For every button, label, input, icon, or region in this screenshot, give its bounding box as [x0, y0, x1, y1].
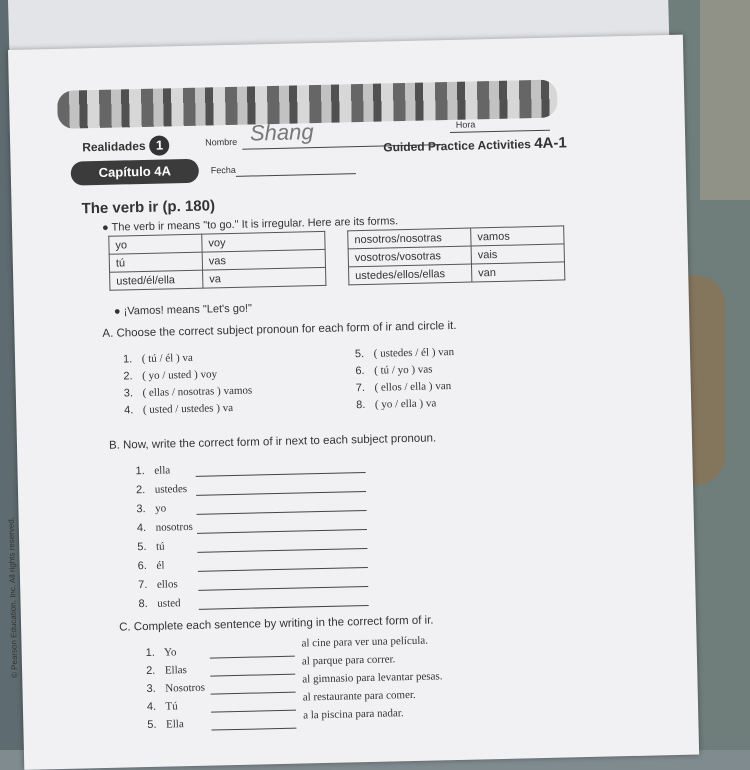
answer-line[interactable] — [210, 674, 295, 677]
item-text: yo — [152, 502, 167, 515]
copyright: © Pearson Education, Inc. All rights reserved. — [6, 516, 20, 679]
item-number: 4. — [146, 700, 157, 714]
item-number: 8. — [356, 398, 366, 412]
part-c-item — [147, 718, 184, 731]
hora-label: Hora — [455, 119, 476, 130]
item-number: 2. — [145, 664, 156, 678]
section-title: The verb ir (p. 180) — [81, 197, 216, 218]
verb-table-cell: nosotros/nosotras — [348, 228, 471, 249]
part-a-item — [356, 380, 452, 394]
part-c-item — [146, 664, 187, 677]
table-spacer — [326, 267, 349, 286]
item-number: 5. — [354, 347, 365, 361]
item-number: 3. — [146, 682, 156, 696]
item-number: 8. — [138, 597, 148, 611]
part-a-item — [124, 385, 253, 400]
part-c-item — [146, 646, 177, 659]
part-b-item — [137, 521, 193, 534]
activity-title: Guided Practice Activities 4A-1 — [383, 134, 567, 155]
item-number: 6. — [355, 364, 365, 378]
answer-line[interactable] — [197, 548, 367, 553]
part-a-item — [355, 346, 454, 360]
sentence-rest: al gimnasio para levantar pesas. — [302, 670, 443, 686]
item-text: ( yo / ella ) va — [372, 397, 437, 411]
realidades-number: 1 — [149, 135, 169, 155]
item-text: ( usted / ustedes ) va — [140, 401, 234, 417]
item-text: ella — [151, 464, 171, 477]
part-a-item — [123, 352, 193, 366]
item-text: ( yo / usted ) voy — [139, 368, 218, 383]
item-text: usted — [154, 597, 181, 610]
item-text: él — [153, 559, 165, 572]
part-b-item — [137, 541, 165, 554]
item-text: ( ellas / nosotras ) vamos — [139, 384, 253, 400]
fecha-label: Fecha — [210, 164, 236, 176]
verb-table-cell: vais — [471, 244, 564, 264]
answer-line[interactable] — [198, 567, 368, 572]
answer-line[interactable] — [196, 491, 366, 496]
part-b-item — [136, 483, 187, 496]
part-a-item — [355, 363, 432, 377]
verb-table-cell: vas — [202, 249, 325, 270]
answer-line[interactable] — [197, 510, 367, 515]
answer-line[interactable] — [211, 710, 296, 713]
part-a-item — [356, 397, 436, 411]
verb-table-cell: ustedes/ellos/ellas — [349, 264, 472, 285]
sentence-rest: al cine para ver una película. — [301, 634, 429, 650]
part-b-item — [138, 578, 178, 591]
answer-line[interactable] — [199, 605, 369, 610]
part-b-item — [135, 464, 170, 477]
part-b-item — [136, 503, 166, 516]
item-text: ellos — [154, 578, 178, 591]
verb-table-cell: yo — [109, 234, 202, 254]
hora-line — [450, 130, 550, 133]
sentence-rest: al restaurante para comer. — [302, 688, 416, 704]
part-a-item — [123, 368, 217, 382]
verb-table-cell: voy — [202, 231, 325, 252]
sentence-subject: Tú — [162, 700, 178, 713]
answer-line[interactable] — [196, 472, 366, 477]
item-text: ( tú / yo ) vas — [371, 363, 433, 377]
part-a-item — [124, 402, 233, 416]
item-number: 5. — [137, 540, 147, 554]
item-number: 7. — [138, 578, 148, 592]
verb-table-cell: usted/él/ella — [110, 270, 203, 290]
verb-table-cell: vamos — [471, 226, 564, 246]
verb-table-cell: va — [203, 267, 326, 288]
verb-table-cell: vosotros/vosotras — [348, 246, 471, 267]
verb-ir-table — [108, 225, 565, 290]
vamos-note: ● ¡Vamos! means "Let's go!" — [113, 302, 253, 318]
part-a-instruction: A. Choose the correct subject pronoun for each form of ir and circle it. — [102, 319, 457, 340]
part-c-instruction: C. Complete each sentence by writing in the correct form of ir. — [118, 614, 434, 634]
sentence-subject: Yo — [161, 646, 177, 659]
item-number: 2. — [123, 370, 133, 383]
sentence-rest: a la piscina para nadar. — [303, 707, 404, 722]
item-number: 6. — [137, 559, 148, 573]
verb-table-cell: tú — [109, 252, 202, 272]
part-b-item — [138, 560, 165, 573]
intro-text: ● The verb ir means "to go." It is irregular. Here are its forms. — [101, 215, 399, 234]
item-number: 4. — [124, 404, 134, 417]
answer-line[interactable] — [211, 728, 296, 731]
part-b-instruction: B. Now, write the correct form of ir next to each subject pronoun. — [108, 432, 437, 452]
item-number: 3. — [136, 502, 146, 516]
item-text: ( tú / él ) va — [138, 351, 193, 366]
sentence-subject: Ella — [163, 718, 184, 731]
item-number: 2. — [135, 484, 146, 497]
part-c-item — [147, 700, 178, 713]
answer-line[interactable] — [198, 586, 368, 591]
realidades-label: Realidades 1 — [82, 135, 170, 157]
sentence-subject: Ellas — [161, 664, 188, 677]
item-number: 3. — [123, 387, 134, 400]
fecha-line — [236, 173, 356, 177]
item-number: 7. — [355, 381, 366, 395]
background-fabric — [700, 0, 750, 200]
capitulo-badge: Capítulo 4A — [71, 159, 200, 186]
item-number: 1. — [122, 353, 133, 366]
nombre-label: Nombre — [205, 136, 238, 148]
sentence-rest: al parque para correr. — [301, 653, 396, 668]
item-number: 4. — [136, 521, 147, 535]
item-text: ( ustedes / él ) van — [370, 345, 455, 360]
verb-table-cell: van — [471, 262, 564, 282]
item-text: ( ellos / ella ) van — [371, 380, 452, 394]
item-text: nosotros — [152, 520, 194, 534]
answer-line[interactable] — [211, 692, 296, 695]
answer-line[interactable] — [197, 529, 367, 534]
sentence-subject: Nosotros — [162, 681, 206, 695]
worksheet-page — [8, 35, 699, 770]
answer-line[interactable] — [210, 656, 295, 659]
table-spacer — [325, 231, 348, 250]
item-text: tú — [153, 540, 165, 553]
table-spacer — [325, 249, 348, 268]
item-number: 1. — [135, 465, 145, 478]
item-number: 1. — [145, 646, 156, 660]
item-number: 5. — [147, 718, 157, 732]
nombre-handwritten: Shang — [249, 119, 314, 146]
part-c-item — [146, 682, 205, 695]
part-b-item — [138, 597, 180, 610]
item-text: ustedes — [151, 483, 188, 496]
